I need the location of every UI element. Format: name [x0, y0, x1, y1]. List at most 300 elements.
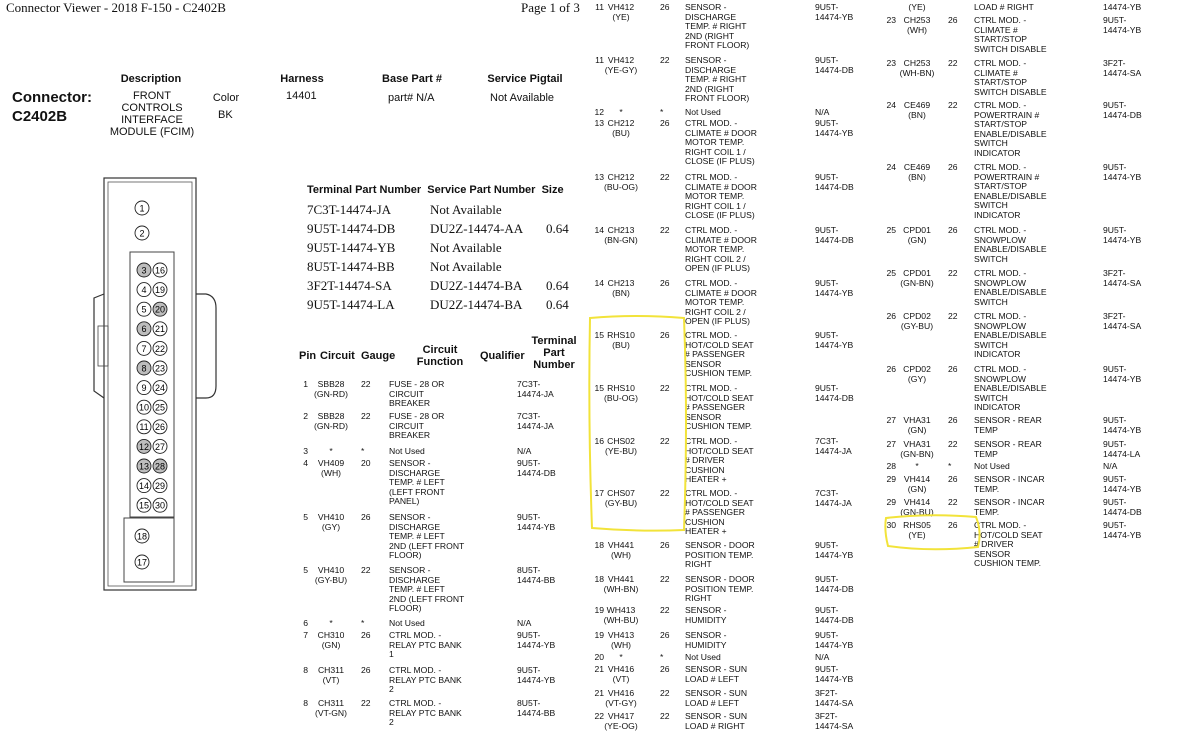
connector-pin-label: 20: [154, 304, 166, 315]
circuit-id: VH441 (WH): [607, 540, 635, 560]
circuit-id: RHS05 (YE): [903, 520, 931, 540]
pin-number: 26: [886, 311, 896, 321]
circuit-id: *: [619, 107, 623, 117]
pin-number: 26: [886, 364, 896, 374]
terminal-part: 9U5T- 14474-YB: [517, 512, 556, 532]
circuit-id: VH441 (WH-BN): [603, 574, 639, 594]
circuit-id: CH212 (BU): [607, 118, 635, 138]
connector-pin-label: 27: [154, 441, 166, 452]
pin-number: 3: [303, 446, 308, 456]
pin-number: 5: [303, 565, 308, 575]
connector-pin-label: 15: [138, 500, 150, 511]
pin-number: 1: [303, 379, 308, 389]
terminal-part: 3F2T- 14474-SA: [1103, 311, 1142, 331]
circuit-header: Circuit: [320, 350, 355, 362]
terminal-part: 9U5T- 14474-YB: [815, 540, 854, 560]
service-part-number: DU2Z-14474-AA: [430, 221, 524, 236]
circuit-function: Not Used: [685, 107, 721, 117]
pin-number: 24: [886, 162, 896, 172]
pin-number: 28: [886, 461, 896, 471]
terminal-part: 7C3T- 14474-JA: [517, 411, 554, 431]
connector-pin-label: 22: [154, 343, 166, 354]
terminal-part-number: 9U5T-14474-DB: [307, 221, 396, 236]
circuit-id: VH416 (VT): [607, 664, 635, 684]
circuit-function: CTRL MOD. - HOT/COLD SEAT # PASSENGER SENSOR CUSHION TEMP.: [685, 330, 754, 379]
circuit-function: Not Used: [974, 461, 1010, 471]
function-header: [405, 344, 475, 368]
terminal-part: 3F2T- 14474-SA: [1103, 268, 1142, 288]
connector-label-text: Connector:: [12, 89, 92, 106]
terminal-part: 3F2T- 14474-SA: [815, 688, 854, 708]
wire-gauge: 26: [948, 162, 958, 172]
wire-gauge: *: [948, 461, 952, 471]
circuit-id: CH213 (BN-GN): [604, 225, 638, 245]
connector-pin-label: 21: [154, 324, 166, 335]
circuit-id: SBB28 (GN-RD): [314, 411, 348, 431]
wire-gauge: 22: [361, 411, 371, 421]
circuit-function: CTRL MOD. - HOT/COLD SEAT # DRIVER SENSOR CUSHION TEMP.: [974, 520, 1043, 569]
circuit-id: VH409 (WH): [317, 458, 345, 478]
description-header: Description: [120, 73, 182, 85]
pin-number: 29: [886, 497, 896, 507]
circuit-function: SENSOR - SUN LOAD # LEFT: [685, 688, 748, 708]
terminal-size: 0.64: [546, 221, 569, 236]
circuit-function: CTRL MOD. - HOT/COLD SEAT # DRIVER CUSHION HEATER +: [685, 436, 754, 485]
circuit-function: CTRL MOD. - SNOWPLOW ENABLE/DISABLE SWITCH: [974, 268, 1047, 307]
pin-number: 19: [594, 605, 604, 615]
terminal-part: 9U5T- 14474-DB: [815, 172, 854, 192]
description-line: CONTROLS: [121, 102, 183, 114]
circuit-function: CTRL MOD. - CLIMATE # START/STOP SWITCH DISABLE: [974, 58, 1047, 97]
service-part-header: Service Part Number: [427, 184, 536, 196]
circuit-function: SENSOR - SUN LOAD # LEFT: [685, 664, 748, 684]
connector-pin-label: 3: [141, 265, 147, 276]
circuit-id: CH253 (WH-BN): [899, 58, 935, 78]
service-part-number: DU2Z-14474-BA: [430, 297, 523, 312]
description-line: INTERFACE: [121, 114, 183, 126]
connector-pin-label: 16: [154, 265, 166, 276]
circuit-function: SENSOR - DISCHARGE TEMP. # RIGHT 2ND (RIGHT FRONT FLOOR): [685, 55, 750, 104]
terminal-part: 7C3T- 14474-JA: [815, 436, 852, 456]
pin-table-middle: [590, 3, 880, 737]
connector-pin-label: 1: [139, 203, 145, 214]
circuit-id: VHA31 (GN-BN): [900, 439, 934, 459]
terminal-part-number: 9U5T-14474-LA: [307, 297, 395, 312]
connector-pin-label: 26: [154, 422, 166, 433]
pin-number: 8: [303, 665, 308, 675]
connector-pin-label: 25: [154, 402, 166, 413]
wire-gauge: 26: [361, 512, 371, 522]
terminal-part: N/A: [517, 446, 532, 456]
circuit-function: Not Used: [389, 446, 425, 456]
circuit-function: CTRL MOD. - HOT/COLD SEAT # PASSENGER CUSHION HEATER +: [685, 488, 754, 537]
wire-gauge: 22: [660, 436, 670, 446]
terminal-part: 9U5T- 14474-DB: [1103, 497, 1142, 517]
connector-pin-label: 12: [138, 441, 150, 452]
harness-value: 14401: [286, 90, 317, 102]
circuit-id: CH311 (VT-GN): [315, 698, 347, 718]
pin-number: 27: [886, 439, 896, 449]
connector-pin-label: 30: [154, 500, 166, 511]
latch-left: [94, 294, 104, 398]
circuit-id: VH410 (GY-BU): [314, 565, 348, 585]
pin-number: 18: [594, 540, 604, 550]
circuit-id: CPD02 (GY-BU): [900, 311, 934, 331]
service-pigtail-value: Not Available: [490, 92, 555, 104]
terminal-part: 8U5T- 14474-BB: [517, 565, 556, 585]
circuit-id: (YE): [908, 2, 926, 12]
wire-gauge: 22: [660, 488, 670, 498]
terminal-part: N/A: [1103, 461, 1118, 471]
circuit-id: VH414 (GN-BU): [900, 497, 934, 517]
terminal-part: 9U5T- 14474-YB: [1103, 520, 1142, 540]
connector-label: [12, 88, 92, 126]
connector-pin-label: 19: [154, 285, 166, 295]
circuit-function: CTRL MOD. - RELAY PTC BANK 1: [389, 630, 462, 660]
circuit-id: CPD02 (GY): [903, 364, 931, 384]
service-part-number: Not Available: [430, 259, 502, 274]
wire-gauge: 22: [948, 58, 958, 68]
page-indicator: Page 1 of 3: [521, 0, 580, 15]
circuit-id: *: [329, 618, 333, 628]
pin-number: 14: [594, 278, 604, 288]
terminal-part-row: [307, 295, 577, 314]
wire-gauge: 26: [361, 630, 371, 640]
connector-pin-label: 5: [141, 304, 147, 315]
qualifier-header: Qualifier: [480, 350, 525, 362]
wire-gauge: *: [660, 107, 664, 117]
circuit-id: CH310 (GN): [317, 630, 345, 650]
pin-number: 13: [594, 118, 604, 128]
circuit-function: CTRL MOD. - CLIMATE # DOOR MOTOR TEMP. RIGHT COIL 2 / OPEN (IF PLUS): [685, 225, 757, 274]
pin-number: 27: [886, 415, 896, 425]
terminal-part: N/A: [815, 107, 830, 117]
pin-number: 20: [594, 652, 604, 662]
circuit-function: SENSOR - REAR TEMP: [974, 415, 1042, 435]
terminal-part: 9U5T- 14474-YB: [1103, 415, 1142, 435]
wire-gauge: 22: [660, 225, 670, 235]
circuit-function: SENSOR - DISCHARGE TEMP. # LEFT 2ND (LEFT FRONT FLOOR): [389, 565, 465, 614]
pin-number: 5: [303, 512, 308, 522]
circuit-id: CPD01 (GN): [903, 225, 931, 245]
terminal-part-number: 3F2T-14474-SA: [307, 278, 392, 293]
wire-gauge: 26: [948, 364, 958, 374]
terminal-part: 9U5T- 14474-YB: [815, 664, 854, 684]
connector-pin-label: 17: [136, 557, 148, 568]
terminal-part-row: [307, 257, 577, 276]
wire-gauge: 22: [948, 311, 958, 321]
pin-table-right: [882, 3, 1182, 593]
terminal-part: 7C3T- 14474-JA: [815, 488, 852, 508]
base-part-value: part# N/A: [388, 92, 435, 104]
pin-number: 15: [594, 383, 604, 393]
wire-gauge: *: [361, 618, 365, 628]
pin-number: 15: [594, 330, 604, 340]
connector-pin-label: 2: [139, 228, 145, 239]
circuit-id: VH414 (GN): [903, 474, 931, 494]
connector-pin-label: 10: [138, 402, 150, 413]
terminal-part: 9U5T- 14474-DB: [1103, 100, 1142, 120]
wire-gauge: 26: [660, 330, 670, 340]
terminal-part-number: 9U5T-14474-YB: [307, 240, 396, 255]
pin-number: 14: [594, 225, 604, 235]
circuit-function: SENSOR - DOOR POSITION TEMP. RIGHT: [685, 574, 755, 604]
circuit-id: VH413 (WH): [607, 630, 635, 650]
terminal-part: 14474-YB: [1103, 2, 1142, 12]
wire-gauge: 22: [361, 698, 371, 708]
terminal-part: 9U5T- 14474-YB: [815, 2, 854, 22]
terminal-part: 9U5T- 14474-YB: [517, 665, 556, 685]
terminal-part: 8U5T- 14474-BB: [517, 698, 556, 718]
terminal-header-line: Terminal: [531, 335, 577, 347]
terminal-size: 0.64: [546, 278, 569, 293]
circuit-id: CHS02 (YE-BU): [605, 436, 637, 456]
terminal-part: 9U5T- 14474-DB: [815, 605, 854, 625]
terminal-part-row: [307, 238, 577, 257]
service-part-number: Not Available: [430, 202, 502, 217]
circuit-id: CE469 (BN): [903, 162, 931, 182]
terminal-part: 9U5T- 14474-DB: [815, 55, 854, 75]
circuit-id: CE469 (BN): [903, 100, 931, 120]
circuit-function: SENSOR - DISCHARGE TEMP. # RIGHT 2ND (RIGHT FRONT FLOOR): [685, 2, 750, 51]
circuit-id: WH413 (WH-BU): [603, 605, 639, 625]
size-header: Size: [541, 184, 564, 196]
terminal-part: 9U5T- 14474-YB: [815, 278, 854, 298]
wire-gauge: 22: [948, 497, 958, 507]
connector-pin-label: 9: [141, 383, 147, 393]
circuit-function: SENSOR - HUMIDITY: [685, 630, 727, 650]
circuit-function: SENSOR - REAR TEMP: [974, 439, 1042, 459]
pin-number: 16: [594, 436, 604, 446]
wire-gauge: 26: [948, 520, 958, 530]
wire-gauge: 22: [660, 688, 670, 698]
wire-gauge: 26: [948, 415, 958, 425]
wire-gauge: 22: [948, 439, 958, 449]
pin-number: 17: [594, 488, 604, 498]
service-pigtail-header: Service Pigtail: [487, 73, 563, 85]
pin-number: 21: [594, 688, 604, 698]
circuit-function: Not Used: [389, 618, 425, 628]
circuit-id: VH410 (GY): [317, 512, 345, 532]
wire-gauge: 22: [660, 711, 670, 721]
harness-header: Harness: [280, 73, 324, 85]
description-line: FRONT: [133, 90, 171, 102]
terminal-part: 9U5T- 14474-YB: [815, 330, 854, 350]
circuit-function: SENSOR - SUN LOAD # RIGHT: [685, 711, 748, 731]
pin-number: 23: [886, 58, 896, 68]
circuit-id: *: [619, 652, 623, 662]
connector-pin-label: 11: [139, 422, 149, 433]
circuit-id: *: [329, 446, 333, 456]
service-part-number: DU2Z-14474-BA: [430, 278, 523, 293]
terminal-part: N/A: [517, 618, 532, 628]
connector-id: C2402B: [12, 108, 68, 125]
wire-gauge: 26: [948, 474, 958, 484]
wire-gauge: 20: [361, 458, 371, 468]
circuit-id: CHS07 (GY-BU): [604, 488, 638, 508]
wire-gauge: 22: [948, 100, 958, 110]
circuit-function: FUSE - 28 OR CIRCUIT BREAKER: [389, 379, 445, 409]
connector-pin-label: 18: [136, 531, 148, 542]
circuit-function: CTRL MOD. - RELAY PTC BANK 2: [389, 665, 462, 695]
circuit-function: SENSOR - INCAR TEMP.: [974, 497, 1045, 517]
terminal-part-number: 7C3T-14474-JA: [307, 202, 392, 217]
terminal-part-row: [307, 200, 577, 219]
connector-pin-label: 23: [154, 363, 166, 374]
function-header-line: Function: [416, 356, 464, 368]
circuit-id: VH416 (VT-GY): [605, 688, 637, 708]
terminal-size: 0.64: [546, 297, 569, 312]
terminal-header-line: Number: [533, 359, 575, 371]
circuit-function: SENSOR - INCAR TEMP.: [974, 474, 1045, 494]
terminal-part: 9U5T- 14474-YB: [1103, 225, 1142, 245]
connector-pin-label: 28: [154, 461, 166, 472]
wire-gauge: 22: [660, 55, 670, 65]
circuit-id: RHS10 (BU): [607, 330, 635, 350]
circuit-function: CTRL MOD. - POWERTRAIN # START/STOP ENABLE/DISABLE SWITCH INDICATOR: [974, 100, 1047, 158]
circuit-id: VH412 (YE): [607, 2, 635, 22]
terminal-part: 9U5T- 14474-YB: [1103, 162, 1142, 182]
wire-gauge: 26: [660, 664, 670, 674]
connector-pin-label: 6: [141, 324, 147, 335]
terminal-part: 9U5T- 14474-YB: [1103, 364, 1142, 384]
pin-number: 18: [594, 574, 604, 584]
terminal-part: 3F2T- 14474-SA: [815, 711, 854, 731]
circuit-id: CH213 (BN): [607, 278, 635, 298]
circuit-id: SBB28 (GN-RD): [314, 379, 348, 399]
pin-number: 25: [886, 225, 896, 235]
pin-number: 30: [886, 520, 896, 530]
gauge-header: Gauge: [361, 350, 396, 362]
pin-number: 11: [595, 2, 604, 12]
terminal-part-number: 8U5T-14474-BB: [307, 259, 395, 274]
terminal-part: 7C3T- 14474-JA: [517, 379, 554, 399]
terminal-part: 9U5T- 14474-DB: [815, 574, 854, 594]
circuit-function: CTRL MOD. - SNOWPLOW ENABLE/DISABLE SWITCH INDICATOR: [974, 311, 1047, 360]
circuit-function: Not Used: [685, 652, 721, 662]
terminal-part: 9U5T- 14474-LA: [1103, 439, 1141, 459]
wire-gauge: 22: [361, 379, 371, 389]
wire-gauge: *: [361, 446, 365, 456]
pin-header: Pin: [299, 350, 317, 362]
description-line: MODULE (FCIM): [109, 126, 195, 138]
color-header: Color: [212, 92, 240, 104]
terminal-part-row: [307, 219, 577, 238]
circuit-function: CTRL MOD. - CLIMATE # START/STOP SWITCH DISABLE: [974, 15, 1047, 54]
viewer-title: Connector Viewer - 2018 F-150 - C2402B: [6, 0, 226, 15]
connector-pin-label: 14: [138, 481, 150, 491]
connector-pin-label: 24: [154, 383, 166, 393]
terminal-part: 9U5T- 14474-YB: [815, 630, 854, 650]
circuit-function: CTRL MOD. - SNOWPLOW ENABLE/DISABLE SWITCH: [974, 225, 1047, 264]
connector-face-diagram: [88, 176, 218, 596]
terminal-header-line: Part: [543, 347, 565, 359]
pin-number: 22: [594, 711, 604, 721]
circuit-id: CH253 (WH): [903, 15, 931, 35]
wire-gauge: 26: [948, 15, 958, 25]
wire-gauge: 22: [660, 605, 670, 615]
connector-pin-label: 7: [141, 343, 147, 354]
circuit-id: CPD01 (GN-BN): [900, 268, 934, 288]
wire-gauge: 22: [361, 565, 371, 575]
wire-gauge: 26: [948, 225, 958, 235]
circuit-function: SENSOR - DISCHARGE TEMP. # LEFT (LEFT FRONT PANEL): [389, 458, 445, 507]
circuit-id: RHS10 (BU-OG): [604, 383, 638, 403]
circuit-function: CTRL MOD. - CLIMATE # DOOR MOTOR TEMP. RIGHT COIL 1 / CLOSE (IF PLUS): [685, 172, 757, 221]
connector-pin-label: 29: [154, 481, 166, 491]
description-value: [98, 90, 206, 138]
terminal-part: N/A: [815, 652, 830, 662]
pin-number: 19: [594, 630, 604, 640]
pin-number: 23: [886, 15, 896, 25]
function-header-line: Circuit: [422, 344, 458, 356]
pin-number: 29: [886, 474, 896, 484]
terminal-part-header: Terminal Part Number: [307, 184, 422, 196]
circuit-id: CH212 (BU-OG): [604, 172, 638, 192]
pin-number: 11: [595, 55, 604, 65]
circuit-function: CTRL MOD. - CLIMATE # DOOR MOTOR TEMP. RIGHT COIL 2 / OPEN (IF PLUS): [685, 278, 757, 327]
circuit-id: CH311 (VT): [317, 665, 345, 685]
wire-gauge: 22: [948, 268, 958, 278]
terminal-part: 3F2T- 14474-SA: [1103, 58, 1142, 78]
pin-number: 21: [594, 664, 604, 674]
terminal-part: 9U5T- 14474-DB: [815, 383, 854, 403]
terminal-header: [528, 335, 580, 371]
terminal-part: 9U5T- 14474-YB: [1103, 474, 1142, 494]
connector-pin-label: 4: [141, 285, 147, 295]
connector-pin-label: 13: [138, 461, 150, 472]
latch-right: [196, 294, 216, 398]
color-value: BK: [218, 109, 233, 121]
terminal-part-row: [307, 276, 577, 295]
connector-pin-label: 8: [141, 363, 147, 374]
pin-number: 2: [303, 411, 308, 421]
wire-gauge: 22: [660, 383, 670, 393]
circuit-function: CTRL MOD. - CLIMATE # DOOR MOTOR TEMP. RIGHT COIL 1 / CLOSE (IF PLUS): [685, 118, 757, 167]
pin-number: 4: [303, 458, 308, 468]
circuit-function: SENSOR - HUMIDITY: [685, 605, 727, 625]
circuit-id: VH417 (YE-OG): [604, 711, 638, 731]
pin-number: 13: [594, 172, 604, 182]
wire-gauge: 26: [660, 540, 670, 550]
terminal-part: 9U5T- 14474-YB: [517, 630, 556, 650]
circuit-function: CTRL MOD. - SNOWPLOW ENABLE/DISABLE SWITCH INDICATOR: [974, 364, 1047, 413]
wire-gauge: 26: [361, 665, 371, 675]
wire-gauge: *: [660, 652, 664, 662]
pin-number: 7: [303, 630, 308, 640]
wire-gauge: 22: [660, 172, 670, 182]
circuit-function: SENSOR - DISCHARGE TEMP. # LEFT 2ND (LEFT FRONT FLOOR): [389, 512, 465, 561]
pin-number: 25: [886, 268, 896, 278]
terminal-part-table: [307, 184, 577, 314]
circuit-id: VHA31 (GN): [903, 415, 931, 435]
circuit-function: SENSOR - DOOR POSITION TEMP. RIGHT: [685, 540, 755, 570]
base-part-header: Base Part #: [382, 73, 442, 85]
terminal-part: 9U5T- 14474-YB: [815, 118, 854, 138]
wire-gauge: 26: [660, 2, 670, 12]
terminal-part: 9U5T- 14474-YB: [1103, 15, 1142, 35]
wire-gauge: 26: [660, 278, 670, 288]
wire-gauge: 26: [660, 630, 670, 640]
wire-gauge: 22: [660, 574, 670, 584]
pin-number: 24: [886, 100, 896, 110]
circuit-function: FUSE - 28 OR CIRCUIT BREAKER: [389, 411, 445, 441]
circuit-function: CTRL MOD. - RELAY PTC BANK 2: [389, 698, 462, 728]
service-part-number: Not Available: [430, 240, 502, 255]
wire-gauge: 26: [660, 118, 670, 128]
circuit-function: CTRL MOD. - POWERTRAIN # START/STOP ENABLE/DISABLE SWITCH INDICATOR: [974, 162, 1047, 220]
pin-number: 12: [594, 107, 604, 117]
